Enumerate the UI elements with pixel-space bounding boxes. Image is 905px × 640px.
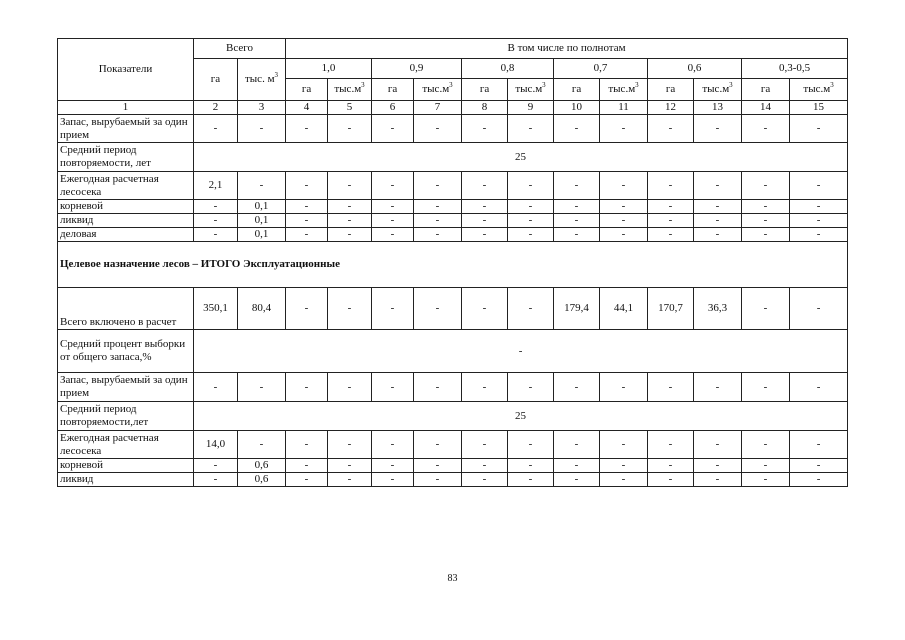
table-row (58, 402, 848, 431)
column-number: 15 (790, 101, 848, 115)
merged-value: 25 (194, 143, 848, 172)
header-including: В том числе по полнотам (286, 39, 848, 59)
table-cell: - (790, 288, 848, 330)
subheader-thous-m3: $тыс.м^3$ (600, 79, 648, 101)
table-cell: - (600, 200, 648, 214)
table-body (58, 115, 848, 487)
row-label: корневой (58, 459, 194, 473)
table-cell: - (742, 228, 790, 242)
table-cell: - (694, 172, 742, 200)
table-cell: - (372, 459, 414, 473)
header-total: Всего (194, 39, 286, 59)
table-cell: - (694, 214, 742, 228)
table-cell: - (328, 288, 372, 330)
table-cell: - (462, 459, 508, 473)
table-cell: - (328, 214, 372, 228)
table-cell: 350,1 (194, 288, 238, 330)
table-cell: - (194, 228, 238, 242)
table-cell: - (508, 373, 554, 402)
column-number: 4 (286, 101, 328, 115)
density-header: 0,3-0,5 (742, 59, 848, 79)
table-cell: 80,4 (238, 288, 286, 330)
merged-value: - (194, 330, 848, 373)
subheader-ha: га (286, 79, 328, 101)
table-cell: - (414, 115, 462, 143)
row-label: Средний период повторяемости,лет (58, 402, 194, 431)
table-cell: - (742, 459, 790, 473)
table-cell: - (372, 473, 414, 487)
table-cell: - (508, 115, 554, 143)
density-header: 0,9 (372, 59, 462, 79)
row-label: Средний процент выборки от общего запаса,% (58, 330, 194, 373)
table-cell: - (790, 228, 848, 242)
table-cell: - (694, 228, 742, 242)
column-number: 1 (58, 101, 194, 115)
table-cell: - (194, 373, 238, 402)
table-cell: - (286, 288, 328, 330)
table-cell: - (286, 115, 328, 143)
table-cell: - (414, 373, 462, 402)
table-cell: - (508, 214, 554, 228)
table-row (58, 242, 848, 288)
table-cell: - (372, 214, 414, 228)
table-cell: - (694, 431, 742, 459)
table-cell: - (238, 115, 286, 143)
table-row (58, 200, 848, 214)
table-cell: - (790, 172, 848, 200)
table-cell: - (462, 431, 508, 459)
column-number: 14 (742, 101, 790, 115)
table-cell: - (328, 459, 372, 473)
table-cell: - (554, 373, 600, 402)
table-cell: - (742, 115, 790, 143)
table-row (58, 228, 848, 242)
table-row (58, 459, 848, 473)
table-cell: - (648, 172, 694, 200)
table-cell: - (554, 172, 600, 200)
column-number: 8 (462, 101, 508, 115)
table-cell: - (508, 473, 554, 487)
table-cell: - (328, 115, 372, 143)
column-number: 3 (238, 101, 286, 115)
table-cell: - (414, 459, 462, 473)
forest-table (57, 38, 848, 487)
table-cell: - (462, 288, 508, 330)
table-row (58, 373, 848, 402)
table-cell: - (508, 431, 554, 459)
table-cell: - (554, 459, 600, 473)
table-cell: - (238, 373, 286, 402)
table-cell: - (194, 459, 238, 473)
table-cell: - (694, 200, 742, 214)
table-cell: - (742, 373, 790, 402)
table-row (58, 115, 848, 143)
table-cell: - (742, 214, 790, 228)
subheader-ha: га (462, 79, 508, 101)
table-cell: - (600, 115, 648, 143)
table-cell: - (554, 431, 600, 459)
table-cell: - (742, 172, 790, 200)
table-cell: - (462, 473, 508, 487)
row-label: ликвид (58, 473, 194, 487)
table-cell: - (414, 172, 462, 200)
table-cell: - (414, 200, 462, 214)
table-cell: - (742, 288, 790, 330)
table-cell: - (508, 228, 554, 242)
table-cell: - (600, 214, 648, 228)
row-label: Ежегодная расчетная лесосека (58, 172, 194, 200)
table-cell: - (462, 228, 508, 242)
subheader-ha: га (554, 79, 600, 101)
table-cell: - (286, 373, 328, 402)
table-cell: - (414, 214, 462, 228)
table-cell: - (508, 288, 554, 330)
table-cell: - (790, 459, 848, 473)
header-indicators: Показатели (58, 39, 194, 101)
subheader-thous-m3: $тыс.м^3$ (694, 79, 742, 101)
table-cell: 179,4 (554, 288, 600, 330)
table-cell: - (462, 214, 508, 228)
table-cell: 0,1 (238, 228, 286, 242)
table-cell: - (238, 172, 286, 200)
table-cell: 0,6 (238, 459, 286, 473)
table-cell: - (600, 228, 648, 242)
table-cell: - (286, 172, 328, 200)
table-cell: - (286, 431, 328, 459)
table-cell: - (462, 172, 508, 200)
table-cell: - (648, 473, 694, 487)
table-row (58, 330, 848, 373)
subheader-ha: га (648, 79, 694, 101)
row-label: Запас, вырубаемый за один прием (58, 373, 194, 402)
table-cell: - (554, 214, 600, 228)
table-cell: - (790, 431, 848, 459)
column-number: 10 (554, 101, 600, 115)
table-row (58, 172, 848, 200)
table-cell: - (414, 473, 462, 487)
table-cell: - (194, 115, 238, 143)
table-cell: - (462, 200, 508, 214)
table-cell: 0,6 (238, 473, 286, 487)
header-total-thous-m3: тыс. $м^3$ (238, 59, 286, 101)
row-label: Всего включено в расчет (58, 288, 194, 330)
table-cell: - (648, 431, 694, 459)
table-cell: 0,1 (238, 214, 286, 228)
table-cell: - (372, 431, 414, 459)
column-number: 5 (328, 101, 372, 115)
table-cell: - (414, 431, 462, 459)
table-cell: - (462, 115, 508, 143)
table-cell: - (286, 228, 328, 242)
table-row (58, 288, 848, 330)
table-cell: 14,0 (194, 431, 238, 459)
table-cell: - (600, 473, 648, 487)
table-cell: - (790, 200, 848, 214)
table-cell: - (372, 200, 414, 214)
table-cell: - (414, 288, 462, 330)
table-cell: - (286, 459, 328, 473)
table-cell: - (694, 115, 742, 143)
density-header: 0,8 (462, 59, 554, 79)
table-cell: - (790, 373, 848, 402)
row-label: Ежегодная расчетная лесосека (58, 431, 194, 459)
table-row (58, 473, 848, 487)
page-number: 83 (447, 573, 458, 584)
section-title: Целевое назначение лесов – ИТОГО Эксплуатационные (58, 242, 848, 288)
column-number: 7 (414, 101, 462, 115)
table-cell: - (286, 200, 328, 214)
subheader-thous-m3: $тыс.м^3$ (790, 79, 848, 101)
table-cell: - (600, 431, 648, 459)
subheader-thous-m3: $тыс.м^3$ (414, 79, 462, 101)
table-cell: - (238, 431, 286, 459)
table-cell: 170,7 (648, 288, 694, 330)
subheader-thous-m3: $тыс.м^3$ (328, 79, 372, 101)
table-cell: - (694, 473, 742, 487)
table-cell: - (508, 200, 554, 214)
table-cell: - (742, 200, 790, 214)
table-cell: - (648, 115, 694, 143)
row-label: корневой (58, 200, 194, 214)
table-cell: - (648, 200, 694, 214)
table-cell: - (648, 459, 694, 473)
table-cell: 2,1 (194, 172, 238, 200)
row-label: деловая (58, 228, 194, 242)
column-number: 9 (508, 101, 554, 115)
column-number: 13 (694, 101, 742, 115)
table-cell: - (372, 115, 414, 143)
table-cell: - (742, 473, 790, 487)
column-number: 6 (372, 101, 414, 115)
table-cell: - (372, 172, 414, 200)
table-cell: - (600, 172, 648, 200)
table-cell: - (554, 473, 600, 487)
table-cell: - (194, 473, 238, 487)
table-cell: - (328, 431, 372, 459)
table-cell: - (328, 172, 372, 200)
table-cell: - (372, 288, 414, 330)
table-cell: - (328, 473, 372, 487)
table-cell: - (328, 228, 372, 242)
table-cell: - (648, 373, 694, 402)
table-cell: 0,1 (238, 200, 286, 214)
table-cell: - (508, 459, 554, 473)
table-cell: - (328, 200, 372, 214)
table-row (58, 214, 848, 228)
table-cell: - (462, 373, 508, 402)
table-row (58, 431, 848, 459)
density-header: 1,0 (286, 59, 372, 79)
table-cell: - (790, 115, 848, 143)
table-cell: - (648, 228, 694, 242)
row-label: ликвид (58, 214, 194, 228)
table-cell: - (694, 373, 742, 402)
table-cell: - (600, 373, 648, 402)
column-number: 11 (600, 101, 648, 115)
header-total-ha: га (194, 59, 238, 101)
subheader-thous-m3: $тыс.м^3$ (508, 79, 554, 101)
table-cell: - (554, 228, 600, 242)
table-cell: 36,3 (694, 288, 742, 330)
table-cell: - (648, 214, 694, 228)
table-cell: - (554, 200, 600, 214)
table-header (58, 39, 848, 115)
table-cell: - (742, 431, 790, 459)
table-cell: - (194, 214, 238, 228)
merged-value: 25 (194, 402, 848, 431)
table-row (58, 143, 848, 172)
table-cell: 44,1 (600, 288, 648, 330)
table-cell: - (508, 172, 554, 200)
density-header: 0,6 (648, 59, 742, 79)
table-cell: - (694, 459, 742, 473)
column-number: 2 (194, 101, 238, 115)
subheader-ha: га (372, 79, 414, 101)
table-cell: - (790, 214, 848, 228)
table-cell: - (328, 373, 372, 402)
table-cell: - (600, 459, 648, 473)
table-cell: - (372, 373, 414, 402)
table-cell: - (286, 473, 328, 487)
table-cell: - (554, 115, 600, 143)
subheader-ha: га (742, 79, 790, 101)
table-cell: - (194, 200, 238, 214)
table-cell: - (372, 228, 414, 242)
row-label: Средний период повторяемости, лет (58, 143, 194, 172)
table-cell: - (414, 228, 462, 242)
column-number: 12 (648, 101, 694, 115)
table-cell: - (286, 214, 328, 228)
row-label: Запас, вырубаемый за один прием (58, 115, 194, 143)
table-cell: - (790, 473, 848, 487)
column-numbers-row (58, 101, 848, 115)
density-header: 0,7 (554, 59, 648, 79)
